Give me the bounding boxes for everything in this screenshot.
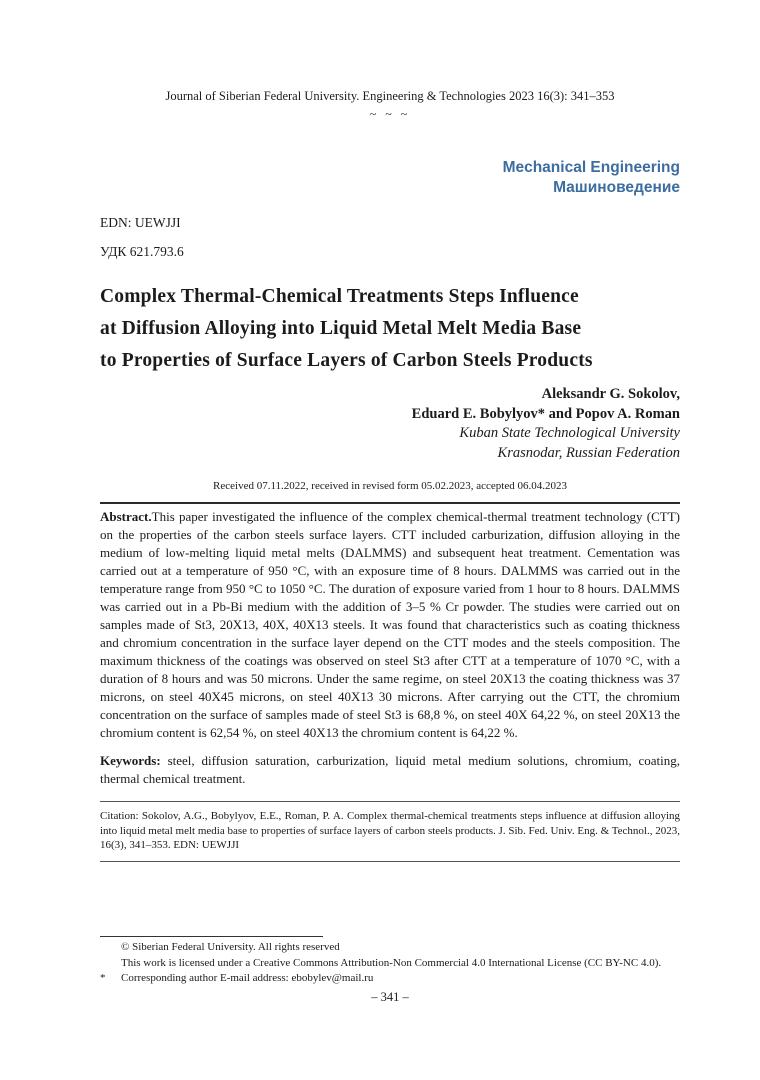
license-line bbox=[100, 956, 680, 972]
article-title-line-1: Complex Thermal-Chemical Treatments Steps Influence bbox=[100, 286, 579, 307]
abstract-paragraph bbox=[100, 508, 680, 742]
corresponding-author-line bbox=[100, 971, 680, 987]
footnote-rule bbox=[100, 936, 323, 937]
copyright-text: © Siberian Federal University. All rights reserved bbox=[121, 941, 340, 953]
section-heading-ru: Машиноведение bbox=[553, 179, 680, 196]
article-title-line-3: to Properties of Surface Layers of Carbon Steels Products bbox=[100, 350, 593, 371]
journal-header: Journal of Siberian Federal University. Engineering & Technologies 2023 16(3): 341–353 bbox=[165, 89, 615, 103]
citation-text: Citation: Sokolov, A.G., Bobylyov, E.E., Roman, P. A. Complex thermal-chemical treatments steps influence at diffusion alloying into liquid metal melt media base to properties of surface layers of carbon steels products. J. Sib. Fed. Univ. Eng. & Technol., 2023, 16(3), 341–353. EDN: UEWJJI bbox=[100, 810, 680, 851]
corresponding-author-asterisk: * bbox=[100, 972, 106, 984]
abstract-label: Abstract. bbox=[100, 509, 152, 524]
citation-block bbox=[100, 801, 680, 862]
keywords-text: steel, diffusion saturation, carburization, liquid metal medium solutions, chromium, coating, thermal chemical treatment. bbox=[100, 753, 680, 786]
author-name-2: Eduard E. Bobylyov* and Popov A. Roman bbox=[411, 405, 680, 422]
authors-block bbox=[100, 385, 680, 463]
abstract-top-rule bbox=[100, 502, 680, 504]
corresponding-author-text: Corresponding author E-mail address: ebobylev@mail.ru bbox=[121, 972, 374, 984]
article-title bbox=[100, 281, 680, 377]
copyright-line bbox=[100, 940, 680, 956]
abstract-text: This paper investigated the influence of the complex chemical-thermal treatment technology (CTT) on the properties of the carbon steels surface layers. CTT included carburization, diffusion alloying in the medium of low-melting liquid metal melts (DALMMS) and subsequent heat treatment. Cementation was carried out at a temperature of 950 °C, with an exposure time of 8 hours. DALMMS was carried out in the temperature range from 950 °C to 1050 °C. The duration of exposure varied from 1 hour to 8 hours. DALMMS was carried out in a Pb-Bi medium with the addition of 3–5 % Cr powder. The studies were carried out on samples made of St3, 20X13, 40X, 40X13 steels. It was found that characteristics such as coating thickness and chromium concentration in the surface layer depend on the CTT modes and the steels composition. The maximum thickness of the coatings was observed on steel St3 after CTT at a temperature of 1070 °C, with a duration of 8 hours and was 50 microns. Under the same regime, on steel 20X13 the coating thickness was 37 microns, on steel 40X45 microns, on steel 40X13 30 microns. After carrying out the CTT, the chromium concentration on the surface of samples made of steel St3 is 68,8 %, on steel 40X 64,22 %, on steel 20X13 the chromium content is 62,54 %, on steel 40X13 the chromium content is 64,22 %. bbox=[100, 509, 680, 740]
article-title-line-2: at Diffusion Alloying into Liquid Metal Melt Media Base bbox=[100, 318, 582, 339]
footnote-marker-1 bbox=[100, 940, 121, 956]
footnote-marker-2 bbox=[100, 956, 121, 972]
footnotes bbox=[100, 936, 680, 987]
header-tilde-separator: ~ ~ ~ bbox=[369, 107, 411, 121]
license-text: This work is licensed under a Creative Commons Attribution-Non Commercial 4.0 International License (CC BY-NC 4.0). bbox=[121, 956, 662, 969]
page-number: – 341 – bbox=[371, 990, 409, 1004]
udk-code: УДК 621.793.6 bbox=[100, 244, 184, 259]
affiliation-university: Kuban State Technological University bbox=[459, 425, 680, 441]
received-dates-line: Received 07.11.2022, received in revised form 05.02.2023, accepted 06.04.2023 bbox=[213, 480, 567, 492]
section-heading-en: Mechanical Engineering bbox=[502, 159, 680, 176]
keywords-label: Keywords: bbox=[100, 753, 161, 768]
keywords-paragraph bbox=[100, 752, 680, 788]
edn-code: EDN: UEWJJI bbox=[100, 215, 181, 230]
section-headings bbox=[100, 158, 680, 198]
affiliation-city: Krasnodar, Russian Federation bbox=[497, 444, 680, 461]
author-name-1: Aleksandr G. Sokolov, bbox=[541, 386, 680, 402]
